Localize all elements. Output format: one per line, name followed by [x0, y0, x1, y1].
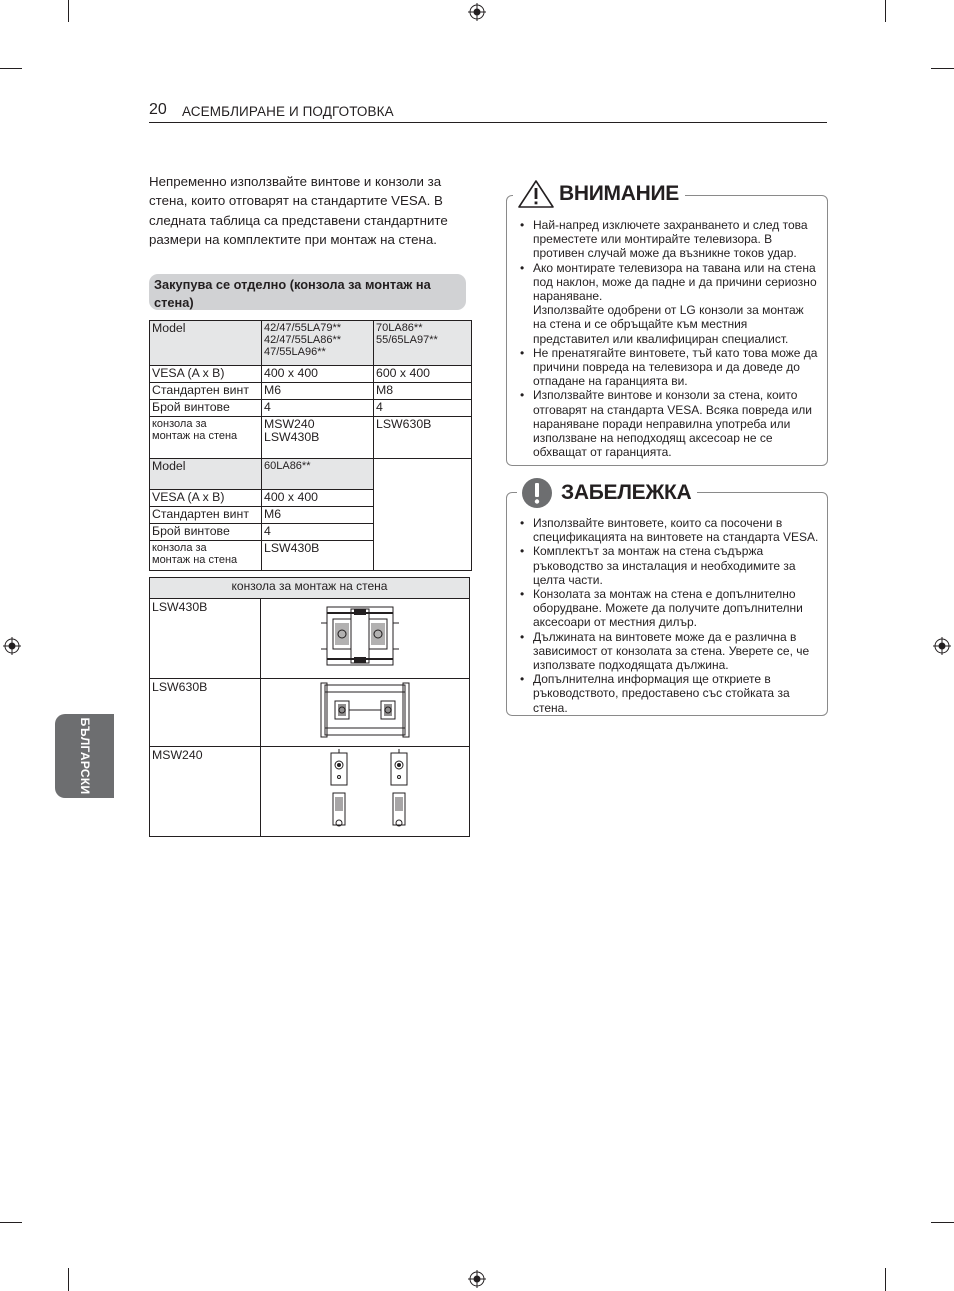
- list-item: • Най-напред изключете захранването и след това преместете или монтирайте телевизора. В противен случай може да възникне токов удар.: [533, 218, 819, 261]
- note-box: [506, 481, 828, 716]
- model-value: 70LA86** 55/65LA97**: [374, 321, 472, 366]
- note-heading: [517, 477, 697, 509]
- cell-value: M8: [374, 383, 472, 400]
- table-row: [150, 459, 472, 490]
- row-label: Брой винтове: [150, 400, 262, 417]
- list-item: • Комплектът за монтаж на стена съдържа ръководство за инсталация и необходимите за целта части.: [533, 544, 819, 587]
- list-item: • Дължината на винтовете може да е различна в зависимост от конзолата за стена. Уверете се, че използвате подходящата дължина.: [533, 630, 819, 673]
- crop-mark: [0, 1222, 22, 1223]
- section-title: АСЕМБЛИРАНЕ И ПОДГОТОВКА: [182, 104, 394, 119]
- crop-mark: [68, 1268, 69, 1291]
- cell-value: 4: [374, 400, 472, 417]
- caution-title: ВНИМАНИЕ: [559, 182, 679, 205]
- cell-value: M6: [262, 383, 374, 400]
- bracket-table-header: конзола за монтаж на стена: [150, 578, 470, 599]
- cell-value: LSW430B: [262, 541, 374, 571]
- row-label: VESA (A x B): [150, 366, 262, 383]
- model-value: 42/47/55LA79** 42/47/55LA86** 47/55LA96**: [262, 321, 374, 366]
- crop-mark: [68, 0, 69, 22]
- crop-mark: [931, 1222, 954, 1223]
- registration-mark-icon: [468, 1270, 486, 1288]
- cell-value: LSW630B: [374, 417, 472, 459]
- empty-cell: [374, 459, 472, 571]
- lsw630b-bracket-illustration: [261, 679, 469, 743]
- table-row: [150, 747, 470, 837]
- spec-table-2: [149, 458, 472, 571]
- row-label: Стандартен винт: [150, 383, 262, 400]
- cell-value: M6: [262, 507, 374, 524]
- model-label: Model: [150, 459, 262, 490]
- bracket-name: LSW630B: [150, 679, 261, 747]
- registration-mark-icon: [3, 637, 21, 655]
- table-row: [150, 578, 470, 599]
- table-row: [150, 366, 472, 383]
- table-row: [150, 679, 470, 747]
- table-row: [150, 400, 472, 417]
- row-label: конзола за монтаж на стена: [150, 417, 262, 459]
- cell-value: 400 x 400: [262, 366, 374, 383]
- bracket-table: [149, 577, 470, 837]
- crop-mark: [885, 1268, 886, 1291]
- row-label: конзола за монтаж на стена: [150, 541, 262, 571]
- bracket-image-cell: [261, 747, 470, 837]
- list-item: • Ако монтирате телевизора на тавана или на стена под наклон, може да падне и да причини сериозно нараняване.: [533, 261, 819, 304]
- crop-mark: [931, 68, 954, 69]
- model-value: 60LA86**: [262, 459, 374, 490]
- sold-separately-text: Закупува се отделно (конзола за монтаж на стена): [154, 277, 431, 310]
- caution-heading: [513, 179, 685, 209]
- bracket-name: MSW240: [150, 747, 261, 837]
- caution-box: [506, 182, 828, 466]
- model-label: Model: [150, 321, 262, 366]
- spec-table-1: [149, 320, 472, 459]
- intro-paragraph: Непременно използвайте винтове и конзоли за стена, които отговарят на стандартите VESA. В следната таблица са представени стандартните размери на комплектите при монтаж на стена.: [149, 174, 448, 247]
- registration-mark-icon: [933, 637, 951, 655]
- cell-value: 600 x 400: [374, 366, 472, 383]
- language-tab-label: БЪЛГАРСКИ: [77, 717, 92, 795]
- msw240-bracket-illustration: [261, 747, 469, 833]
- bracket-image-cell: [261, 679, 470, 747]
- row-label: Стандартен винт: [150, 507, 262, 524]
- cell-value: 4: [262, 524, 374, 541]
- bracket-name: LSW430B: [150, 599, 261, 679]
- list-item: • Използвайте винтовете, които са посочени в спецификацията на винтовете на стандарта VESA.: [533, 516, 819, 544]
- cell-value: 4: [262, 400, 374, 417]
- page-header: [149, 101, 827, 123]
- table-row: [150, 321, 472, 366]
- registration-mark-icon: [468, 3, 486, 21]
- warning-icon: [517, 179, 555, 209]
- list-item: • Използвайте винтове и конзоли за стена, които отговарят на стандарта VESA. Всяка повреда или нараняване поради неправилна употреба или използване на неподходящ аксесоар не се обхващат от гаранцията.: [533, 388, 819, 459]
- list-item: • Не пренатягайте винтовете, тъй като това може да причини повреда на телевизора и да доведе до отпадане на гаранцията ви.: [533, 346, 819, 389]
- cell-value: MSW240 LSW430B: [262, 417, 374, 459]
- table-row: [150, 383, 472, 400]
- row-label: VESA (A x B): [150, 490, 262, 507]
- caution-list: [507, 218, 819, 459]
- page-number: 20: [149, 101, 167, 118]
- sold-separately-label: [149, 274, 466, 310]
- table-row: [150, 599, 470, 679]
- row-label: Брой винтове: [150, 524, 262, 541]
- note-title: ЗАБЕЛЕЖКА: [561, 481, 692, 504]
- note-icon: [521, 477, 553, 509]
- list-item: • Допълнителна информация ще откриете в ръководството, предоставено със стойката за стена.: [533, 672, 819, 715]
- crop-mark: [885, 0, 886, 22]
- list-item: Използвайте одобрени от LG конзоли за монтаж на стена и се обръщайте към местния представител или квалифициран специалист.: [533, 303, 804, 346]
- list-item: • Конзолата за монтаж на стена е допълнително оборудване. Можете да получите допълнителни аксесоари от местния дилър.: [533, 587, 819, 630]
- language-tab: [55, 714, 114, 798]
- bracket-image-cell: [261, 599, 470, 679]
- table-row: [150, 417, 472, 459]
- cell-value: 400 x 400: [262, 490, 374, 507]
- note-list: [507, 516, 819, 715]
- crop-mark: [0, 68, 22, 69]
- lsw430b-bracket-illustration: [261, 599, 469, 675]
